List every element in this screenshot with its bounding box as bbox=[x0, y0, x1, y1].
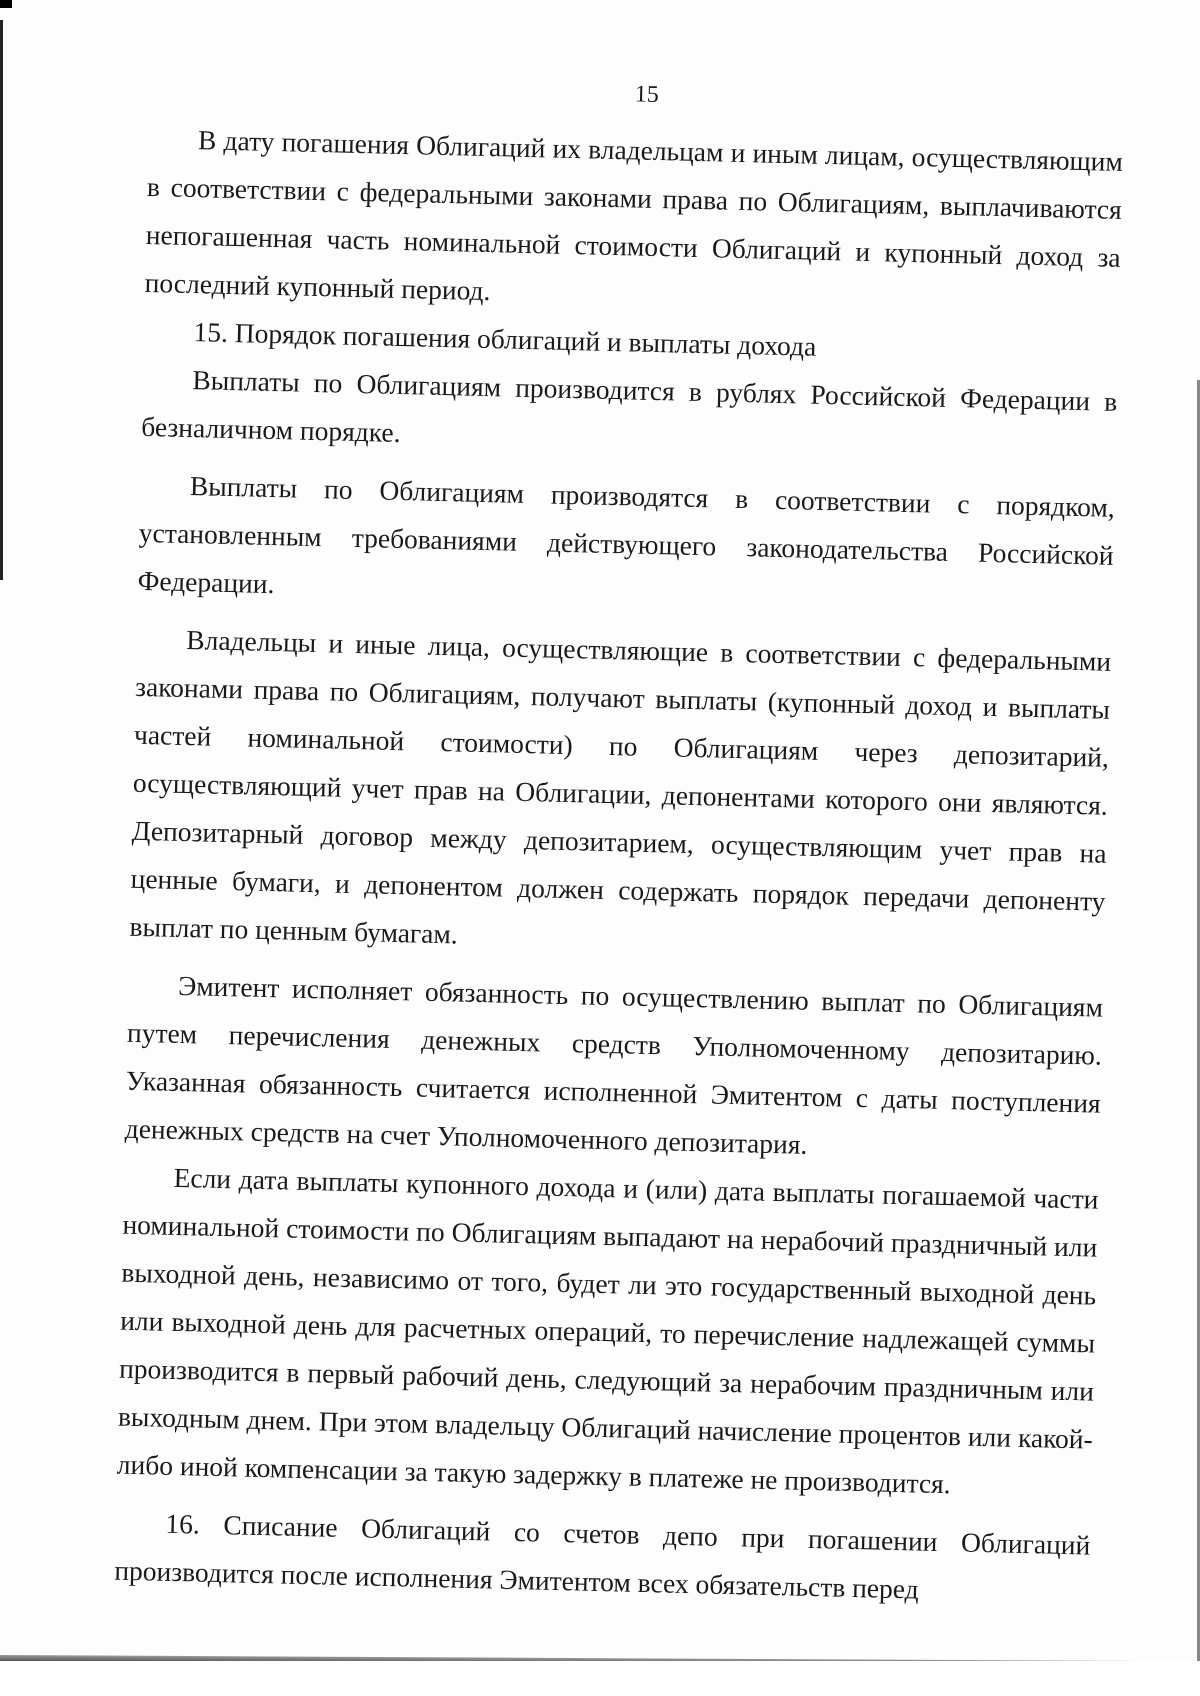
paragraph-payment-currency: Выплаты по Облигациям производится в рублях Российской Федерации в безналичном порядке. bbox=[141, 364, 1118, 449]
paragraph-holders-payments: Владельцы и иные лица, осуществляющие в соответствии с федеральными законами права по Облигациям, получают выплаты (купонный доход и выплаты частей номинальной стоимости) по Облигациям через депозитарий, осуществляющий учет прав на Облигации, депонентами которого они являются. Депозитарный договор между депозитарием, осуществляющим учет прав на ценные бумаги, и депонентом должен содержать порядок передачи депоненту выплат по ценным бумагам. bbox=[129, 624, 1112, 950]
page-number: 15 bbox=[634, 81, 660, 108]
scan-bottom-margin bbox=[0, 1661, 1200, 1696]
scan-artifact-left-edge bbox=[0, 20, 3, 580]
paragraph-issuer-obligation: Эмитент исполняет обязанность по осуществлению выплат по Облигациям путем перечисления денежных средств Уполномоченному депозитарию. Указанная обязанность считается исполненной Эмитентом с даты поступления денежных средств на счет Уполномоченного депозитария. bbox=[124, 969, 1104, 1160]
document-body bbox=[114, 60, 1125, 1618]
section-heading-15: 15. Порядок погашения облигаций и выплаты дохода bbox=[193, 316, 817, 362]
paragraph-payment-procedure: Выплаты по Облигациям производятся в соответствии с порядком, установленным требованиями действующего законодательства Российской Федерации. bbox=[137, 470, 1116, 600]
paragraph-non-working-day: Если дата выплаты купонного дохода и (или) дата выплаты погашаемой части номинальной стоимости по Облигациям выпадают на нерабочий праздничный или выходной день, независимо от того, будет ли это государственный выходной день или выходной день для расчетных операций, то перечисление надлежащей суммы производится в первый рабочий день, следующий за нерабочим праздничным или выходным днем. При этом владельцу Облигаций начисление процентов или какой-либо иной компенсации за такую задержку в платеже не производится. bbox=[116, 1161, 1099, 1500]
paragraph-redemption-date: В дату погашения Облигаций их владельцам и иным лицам, осуществляющим в соответствии с федеральными законами права по Облигациям, выплачиваются непогашенная часть номинальной стоимости Облигаций и купонный доход за последний купонный период. bbox=[144, 124, 1124, 307]
scan-artifact-mark bbox=[0, 0, 12, 8]
paragraph-section-16: 16. Списание Облигаций со счетов депо при погашении Облигаций производится после исполнения Эмитентом всех обязательств перед bbox=[114, 1507, 1091, 1605]
